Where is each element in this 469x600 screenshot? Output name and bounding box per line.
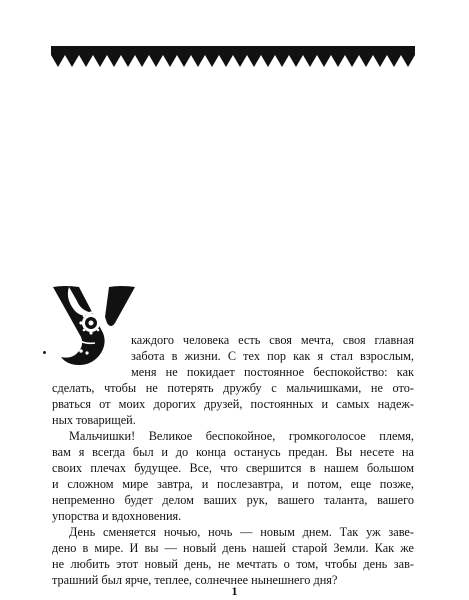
paragraph-line: каждого человека есть своя мечта, своя главная [131,333,414,347]
paragraph-line: сделать, чтобы не потерять дружбу с мальчишками, не ото- [52,381,414,395]
paragraph-line: не любить этот новый день, не мечтать о том, чтобы день зав- [52,557,414,571]
paragraph-line: День сменяется ночью, ночь — новым днем. Так уж заве- [69,525,414,539]
paragraph-line: ных товарищей. [52,413,136,427]
paragraph-line: упорства и вдохновения. [52,509,182,523]
paragraph-line: рваться от моих дорогих друзей, постоянных и самых надеж- [52,397,414,411]
page-number: 1 [231,584,238,598]
paragraph-line: Мальчишки! Великое беспокойное, громкоголосое племя, [69,429,414,443]
paragraph-line: и сложном мире завтра, и послезавтра, и потом, еще позже, [52,477,414,491]
paragraph-line: непременно будет делом ваших рук, вашего таланта, вашего [52,493,414,507]
paragraph-line: дено в мире. И вы — новый день нашей старой Земли. Как же [52,541,414,555]
paragraph-line: забота в жизни. С тех пор как я стал взрослым, [131,349,414,363]
paragraph-line: трашний был ярче, теплее, солнечнее нынешнего дня? [52,573,338,587]
paragraph-line: меня не покидает постоянное беспокойство: как [131,365,414,379]
paragraph-line: своих плечах будущее. Все, что свершится в нашем большом [52,461,414,475]
paragraph-line: вам я всегда был и до конца останусь предан. Вы несете на [52,445,414,459]
